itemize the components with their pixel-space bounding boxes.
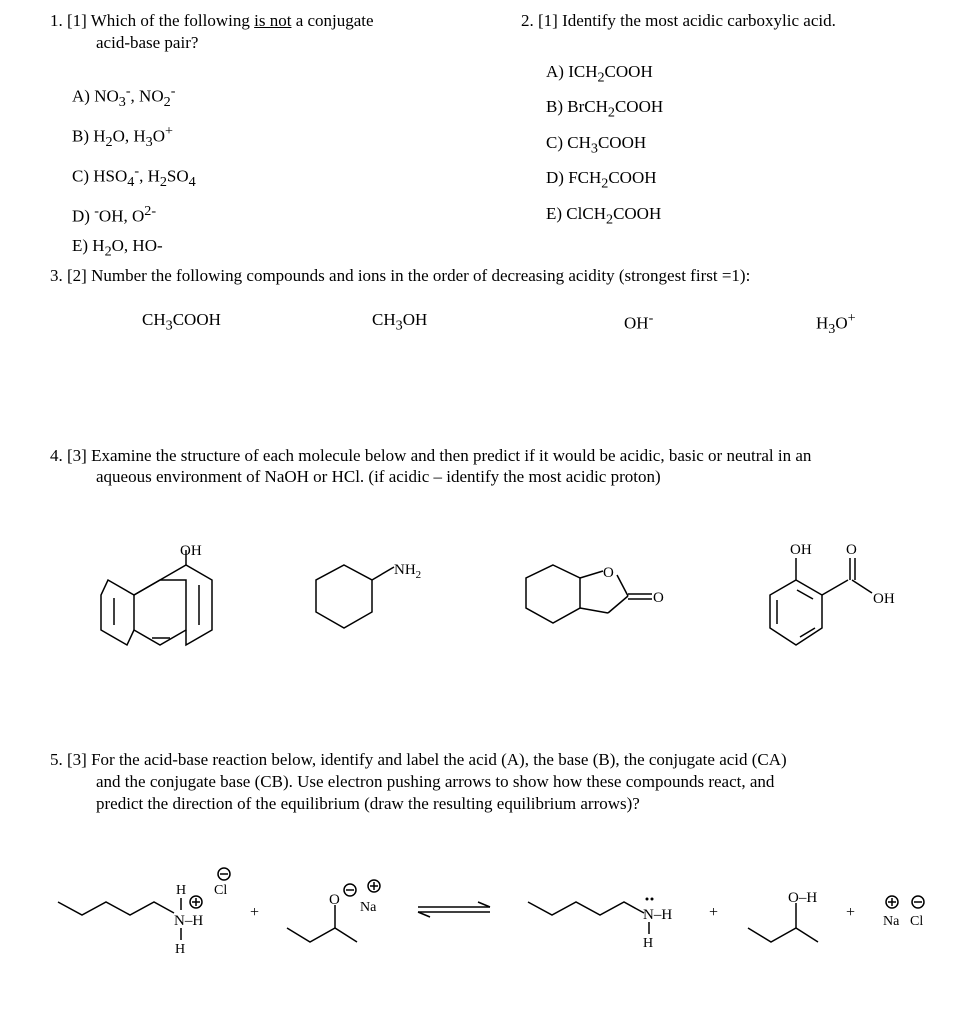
lactone-structure <box>526 565 664 623</box>
q1-number: 1. [1] Which of the following <box>50 11 250 30</box>
salicylic-carbonyl-o-label: O <box>846 542 857 558</box>
naphthol-structure <box>101 543 212 645</box>
salicylic-acid-oh-label: OH <box>873 591 895 607</box>
plus-sign-1: + <box>250 904 260 921</box>
q5-line2: and the conjugate base (CB). Use electron pushing arrows to show how these compounds react, and <box>96 772 775 791</box>
sodium-label-2: Na <box>883 914 900 929</box>
q1-option-b: B) $H_2O$, $H_3O^+$ <box>72 123 174 151</box>
chloride-label-2: Cl <box>910 914 924 929</box>
alcohol-oh-label: O–H <box>788 890 818 906</box>
cyclohexylamine-structure <box>316 562 421 628</box>
salicylic-acid-structure <box>770 542 895 645</box>
q4-line2: aqueous environment of NaOH or HCl. (if acidic – identify the most acidic proton) <box>96 467 661 486</box>
q3-text: 3. [2] Number the following compounds and ions in the order of decreasing acidity (strongest first =1): <box>50 266 751 285</box>
q3-compound-hydronium: $H_3O^+$ <box>816 310 856 338</box>
nh2-label: $NH_2$ <box>394 562 422 581</box>
q2-option-d: D) $FCH_2COOH$ <box>546 168 657 192</box>
q1-line2: acid-base pair? <box>96 33 199 52</box>
equilibrium-arrows[interactable] <box>418 902 490 917</box>
sodium-label: Na <box>360 900 377 915</box>
salicylic-oh-label: OH <box>790 542 812 558</box>
q2-option-c: C) $CH_3COOH$ <box>546 132 647 157</box>
q2-option-e: E) ClCH$_2$COOH <box>546 203 662 227</box>
amine-nh-label: N–H <box>643 907 673 923</box>
q5-line1: 5. [3] For the acid-base reaction below, identify and label the acid (A), the base (B), the conjugate acid (CA) <box>50 750 787 769</box>
plus-sign-2: + <box>709 904 719 921</box>
q1-rest: a conjugate <box>295 11 374 30</box>
q2-option-b: B) BrCH$_2$COOH <box>546 97 664 121</box>
q3-compound-methanol: $CH_3OH$ <box>372 310 428 334</box>
q1-option-c: C) $HSO_4^-$, $H_2SO_4$ <box>72 163 196 191</box>
alkoxide-o-label: O <box>329 892 340 908</box>
q1-option-e: E) $H_2O$, HO- <box>72 235 163 260</box>
q1-option-a: A) $NO_3^-$, $NO_2^-$ <box>72 83 176 111</box>
ammonium-h-top: H <box>176 883 187 898</box>
reaction-scheme <box>58 868 924 957</box>
q1-emphasis: is not <box>254 11 292 30</box>
naphthol-oh-label: OH <box>180 543 202 559</box>
q5-line3: predict the direction of the equilibrium (draw the resulting equilibrium arrows)? <box>96 794 640 813</box>
ammonium-nh-label: N–H <box>174 913 204 929</box>
amine-h-bottom: H <box>643 936 654 951</box>
q1-option-d: D) -OH, $O^{2-}$ <box>72 203 157 226</box>
lactone-carbonyl-o-label: O <box>653 590 664 606</box>
q4-line1: 4. [3] Examine the structure of each molecule below and then predict if it would be acidic, basic or neutral in an <box>50 446 812 465</box>
q2-text: 2. [1] Identify the most acidic carboxylic acid. <box>521 11 836 30</box>
q3-compound-acetic-acid: $CH_3COOH$ <box>142 310 221 334</box>
q2-option-a: A) $ICH_2COOH$ <box>546 62 653 86</box>
ammonium-h-bottom: H <box>175 942 186 957</box>
chloride-label: Cl <box>214 883 228 898</box>
plus-sign-3: + <box>846 904 856 921</box>
q3-compound-hydroxide: OH- <box>624 310 654 333</box>
lactone-ring-o-label: O <box>603 565 614 581</box>
